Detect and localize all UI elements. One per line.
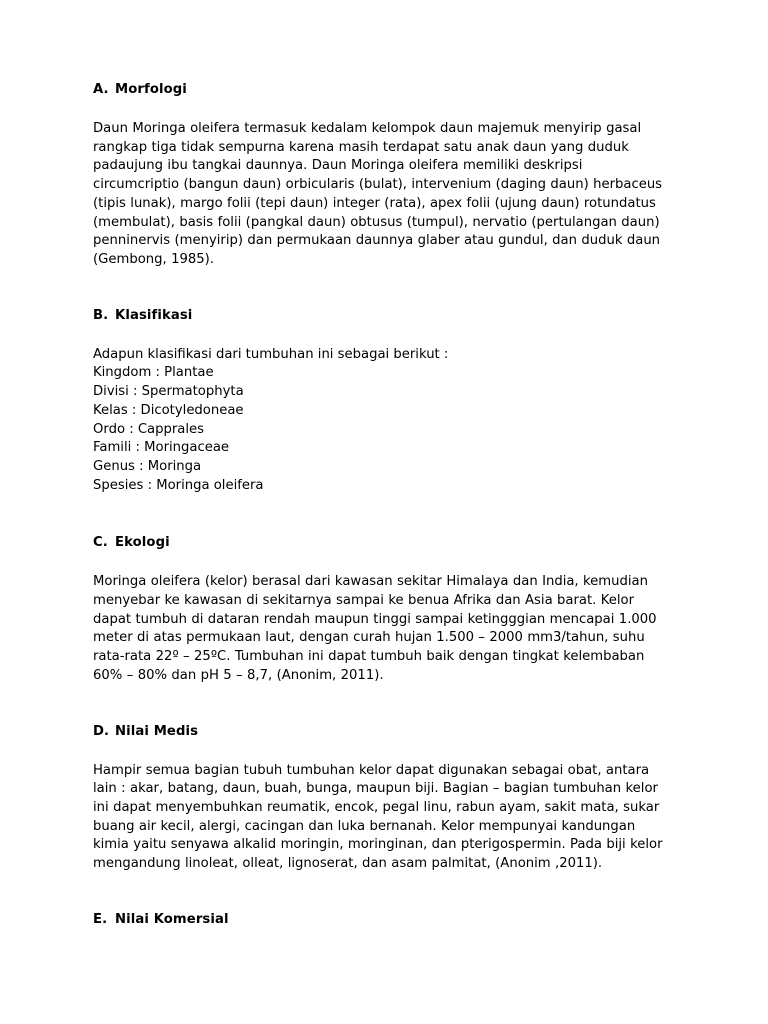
section-heading-nilai-komersial [93,912,672,928]
section-title: Nilai Medis [115,723,199,739]
section-heading-nilai-medis [93,724,672,740]
list-item: Kingdom : Plantae [93,365,214,381]
spacer [93,686,672,724]
section-nilai-medis [93,724,672,874]
section-title: Ekologi [115,535,170,551]
section-heading-ekologi [93,535,672,551]
section-klasifikasi [93,308,672,496]
section-paragraph-nilai-medis: Hampir semua bagian tubuh tumbuhan kelor dapat digunakan sebagai obat, antara lain : akar, batang, daun, buah, bunga, maupun biji. Bagian – bagian tumbuhan kelor ini dapat menyembuhkan reumatik, encok, pegal linu, rabun ayam, sakit mata, sukar buang air kecil, alergi, cacingan dan luka bernanah. Kelor mempunyai kandungan kimia yaitu senyawa alkalid moringin, moringinan, dan pterigospermin. Pada biji kelor mengandung linoleat, olleat, lignoserat, dan asam palmitat, (Anonim ,2011). [93,762,663,872]
section-heading-klasifikasi [93,308,672,324]
section-title: Klasifikasi [115,307,193,323]
section-letter: D. [93,723,110,739]
spacer [93,495,672,535]
section-letter: E. [93,911,108,927]
section-morfologi [93,82,672,270]
list-item: Spesies : Moringa oleifera [93,477,264,493]
spacer [93,270,672,308]
section-nilai-komersial [93,912,672,928]
list-item: Kelas : Dicotyledoneae [93,402,244,418]
section-letter: B. [93,307,109,323]
section-paragraph-morfologi: Daun Moringa oleifera termasuk kedalam kelompok daun majemuk menyirip gasal rangkap tiga tidak sempurna karena masih terdapat satu anak daun yang duduk padaujung ibu tangkai daunnya. Daun Moringa oleifera memiliki deskripsi circumcriptio (bangun daun) orbicularis (bulat), intervenium (daging daun) herbaceus (tipis lunak), margo folii (tepi daun) integer (rata), apex folii (ujung daun) rotundatus (membulat), basis folii (pangkal daun) obtusus (tumpul), nervatio (pertulangan daun) penninervis (menyirip) dan permukaan daunnya glaber atau gundul, dan duduk daun (Gembong, 1985). [93,120,663,267]
section-heading-morfologi [93,82,672,98]
section-letter: C. [93,535,108,551]
klasifikasi-intro: Adapun klasifikasi dari tumbuhan ini sebagai berikut : [93,346,449,362]
klasifikasi-list [93,364,672,495]
section-title: Morfologi [115,82,187,97]
list-item: Divisi : Spermatophyta [93,384,244,400]
list-item: Genus : Moringa [93,458,202,474]
spacer [93,874,672,912]
section-ekologi [93,535,672,685]
section-letter: A. [93,82,109,97]
section-paragraph-ekologi: Moringa oleifera (kelor) berasal dari kawasan sekitar Himalaya dan India, kemudian menyebar ke kawasan di sekitarnya sampai ke benua Afrika dan Asia barat. Kelor dapat tumbuh di dataran rendah maupun tinggi sampai ketingggian mencapai 1.000 meter di atas permukaan laut, dengan curah hujan 1.500 – 2000 mm3/tahun, suhu rata-rata 22º – 25ºC. Tumbuhan ini dapat tumbuh baik dengan tingkat kelembaban 60% – 80% dan pH 5 – 8,7, (Anonim, 2011). [93,574,657,683]
list-item: Ordo : Capprales [93,421,205,437]
list-item: Famili : Moringaceae [93,440,230,456]
section-title: Nilai Komersial [115,911,229,927]
